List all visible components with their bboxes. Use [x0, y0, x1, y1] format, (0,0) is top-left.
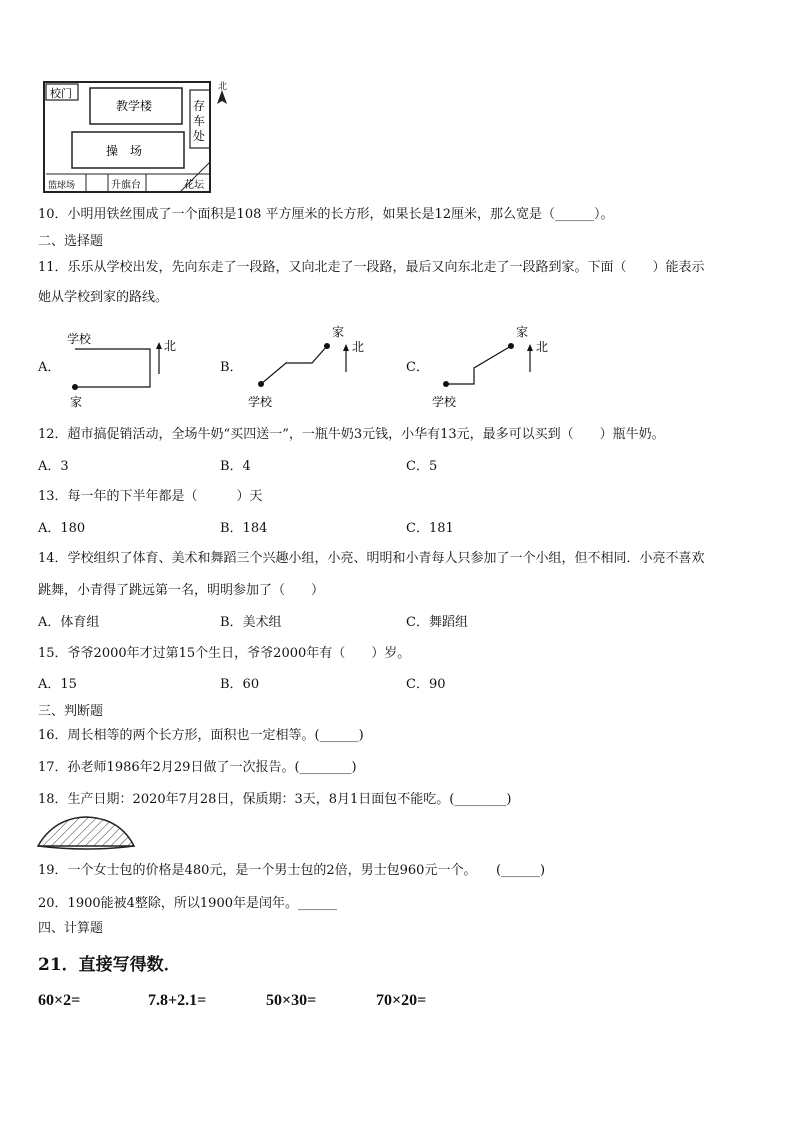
q11-option-b-label: B． [220, 360, 243, 375]
svg-text:家: 家 [516, 325, 529, 339]
q14-option-a: A．体育组 [38, 615, 100, 630]
section-choice-heading: 二、选择题 [38, 234, 104, 249]
calc-item-3: 50×30= [266, 992, 317, 1009]
q12-option-a: A．3 [38, 459, 69, 474]
q15-option-c: C．90 [406, 677, 446, 692]
svg-text:学校: 学校 [432, 395, 457, 409]
q13-option-c: C．181 [406, 521, 454, 536]
question-20: 20．1900能被4整除，所以1900年是闰年。______ [38, 896, 337, 911]
q13-option-a: A．180 [38, 521, 86, 536]
calc-item-4: 70×20= [376, 992, 427, 1009]
svg-text:北: 北 [536, 340, 549, 354]
q14-option-c: C．舞蹈组 [406, 615, 468, 630]
q11-option-b-route [242, 322, 382, 410]
bread-illustration [34, 812, 138, 852]
question-12: 12．超市搞促销活动，全场牛奶“买四送一”，一瓶牛奶3元钱，小华有13元，最多可以买到（ ）瓶牛奶。 [38, 427, 665, 442]
map-court-label: 篮球场 [48, 181, 76, 191]
svg-text:学校: 学校 [67, 332, 92, 346]
question-11-line1: 11．乐乐从学校出发，先向东走了一段路，又向北走了一段路，最后又向东北走了一段路到家。下面（ ）能表示 [38, 260, 705, 275]
q13-option-b: B．184 [220, 521, 268, 536]
question-10: 10．小明用铁丝围成了一个面积是108 平方厘米的长方形，如果长是12厘米，那么宽是（______）。 [38, 207, 614, 222]
question-13: 13．每一年的下半年都是（ ）天 [38, 489, 263, 504]
map-garden-label: 花坛 [184, 180, 204, 191]
map-north-label: 北 [218, 82, 228, 92]
map-bike-label-2: 车 [193, 114, 206, 128]
section-judge-heading: 三、判断题 [38, 704, 104, 719]
q12-option-c: C．5 [406, 459, 438, 474]
q11-option-a-label: A． [38, 360, 61, 375]
calc-item-2: 7.8+2.1= [148, 992, 207, 1009]
svg-text:家: 家 [70, 395, 83, 409]
q12-option-b: B．4 [220, 459, 251, 474]
svg-text:北: 北 [164, 339, 177, 353]
question-16: 16．周长相等的两个长方形，面积也一定相等。(______) [38, 728, 364, 743]
map-gate-label: 校门 [50, 87, 72, 100]
north-arrow-icon [217, 90, 227, 104]
section-calc-heading: 四、计算题 [38, 921, 104, 936]
map-building-label: 教学楼 [116, 99, 153, 113]
svg-text:学校: 学校 [248, 395, 273, 409]
calc-item-1: 60×2= [38, 992, 81, 1009]
question-18: 18．生产日期：2020年7月28日，保质期：3天，8月1日面包不能吃。(________) [38, 792, 512, 807]
q11-option-a-route [64, 326, 194, 410]
map-flag-label: 升旗台 [111, 180, 141, 191]
question-21: 21．直接写得数． [38, 955, 181, 975]
map-bike-label-1: 存 [193, 99, 206, 113]
question-15: 15．爷爷2000年才过第15个生日，爷爷2000年有（ ）岁。 [38, 646, 411, 661]
q15-option-a: A．15 [38, 677, 77, 692]
q11-option-c-route [428, 322, 568, 410]
q15-option-b: B．60 [220, 677, 260, 692]
q11-option-c-label: C． [406, 360, 429, 375]
map-bike-label-3: 处 [193, 129, 206, 143]
question-14-line2: 跳舞，小青得了跳远第一名，明明参加了（ ） [38, 583, 325, 598]
map-field-label: 操 场 [106, 144, 143, 158]
question-17: 17．孙老师1986年2月29日做了一次报告。(________) [38, 760, 357, 775]
question-14-line1: 14．学校组织了体育、美术和舞蹈三个兴趣小组，小亮、明明和小青每人只参加了一个小组，但不相同．小亮不喜欢 [38, 551, 705, 566]
question-19: 19．一个女士包的价格是480元，是一个男士包的2倍，男士包960元一个。 (______) [38, 863, 546, 878]
q14-option-b: B．美术组 [220, 615, 282, 630]
svg-text:家: 家 [332, 325, 345, 339]
campus-map [38, 78, 243, 196]
question-11-line2: 她从学校到家的路线。 [38, 290, 169, 305]
svg-text:北: 北 [352, 340, 365, 354]
